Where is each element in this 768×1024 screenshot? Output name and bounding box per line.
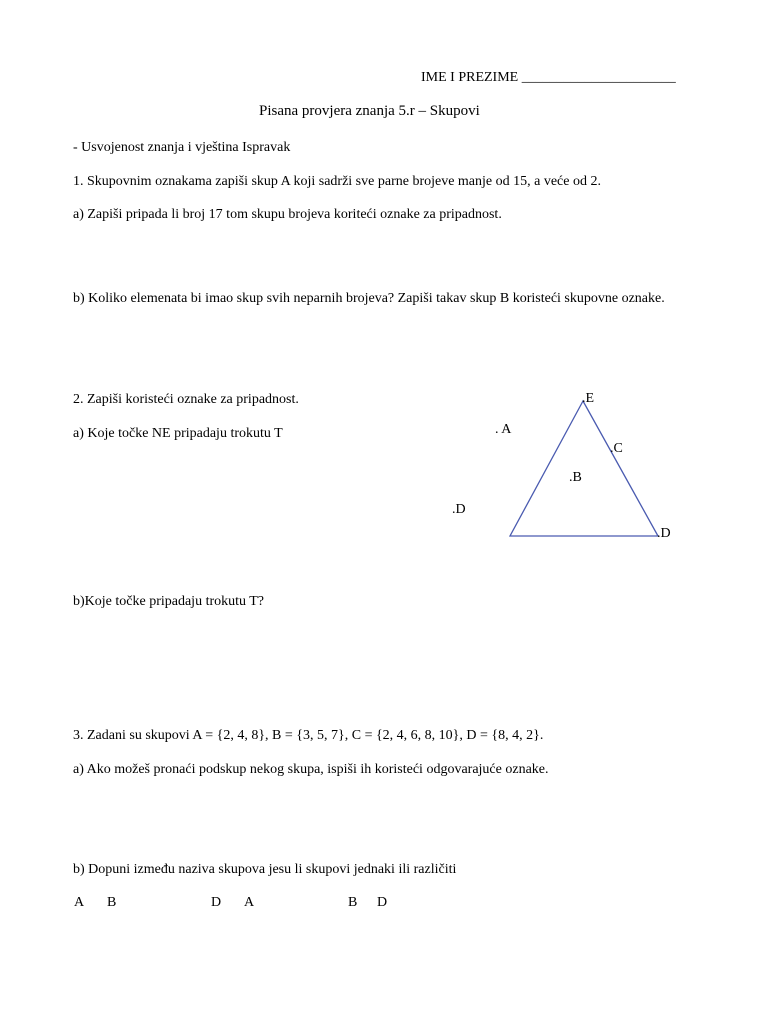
question-1b: b) Koliko elemenata bi imao skup svih neparnih brojeva? Zapiši takav skup B koristeći skupovne oznake.	[73, 291, 665, 306]
question-3b: b) Dopuni između naziva skupova jesu li skupovi jednaki ili različiti	[73, 862, 457, 877]
point-d-outside-label: .D	[452, 502, 466, 517]
question-3a: a) Ako možeš pronaći podskup nekog skupa, ispiši ih koristeći odgovarajuće oznake.	[73, 762, 549, 777]
question-3: 3. Zadani su skupovi A = {2, 4, 8}, B = {3, 5, 7}, C = {2, 4, 6, 8, 10}, D = {8, 4, 2}.	[73, 728, 544, 743]
point-b-label: .B	[569, 470, 582, 485]
pair-1-left: A	[74, 895, 85, 910]
name-blank: ______________________	[521, 70, 676, 85]
question-2b: b)Koje točke pripadaju trokutu T?	[73, 594, 265, 609]
pair-3-left: B	[348, 895, 358, 910]
question-2a: a) Koje točke NE pripadaju trokutu T	[73, 426, 283, 441]
subtitle: - Usvojenost znanja i vještina Ispravak	[73, 140, 291, 155]
question-2: 2. Zapiši koristeći oznake za pripadnost.	[73, 392, 299, 407]
point-c-label: .C	[610, 441, 623, 456]
pair-1-right: B	[107, 895, 117, 910]
pair-3-right: D	[377, 895, 388, 910]
question-1a: a) Zapiši pripada li broj 17 tom skupu brojeva koriteći oznake za pripadnost.	[73, 207, 502, 222]
triangle-t	[510, 401, 658, 536]
point-a-label: . A	[495, 422, 512, 437]
page-title: Pisana provjera znanja 5.r – Skupovi	[259, 103, 480, 119]
question-1: 1. Skupovnim oznakama zapiši skup A koji sadrži sve parne brojeve manje od 15, a veće od 2.	[73, 174, 601, 189]
point-d-vertex-label: .D	[657, 526, 671, 541]
pair-2-right: A	[244, 895, 255, 910]
point-e-label: .E	[582, 391, 595, 406]
pair-2-left: D	[211, 895, 222, 910]
name-label: IME I PREZIME	[421, 70, 519, 85]
